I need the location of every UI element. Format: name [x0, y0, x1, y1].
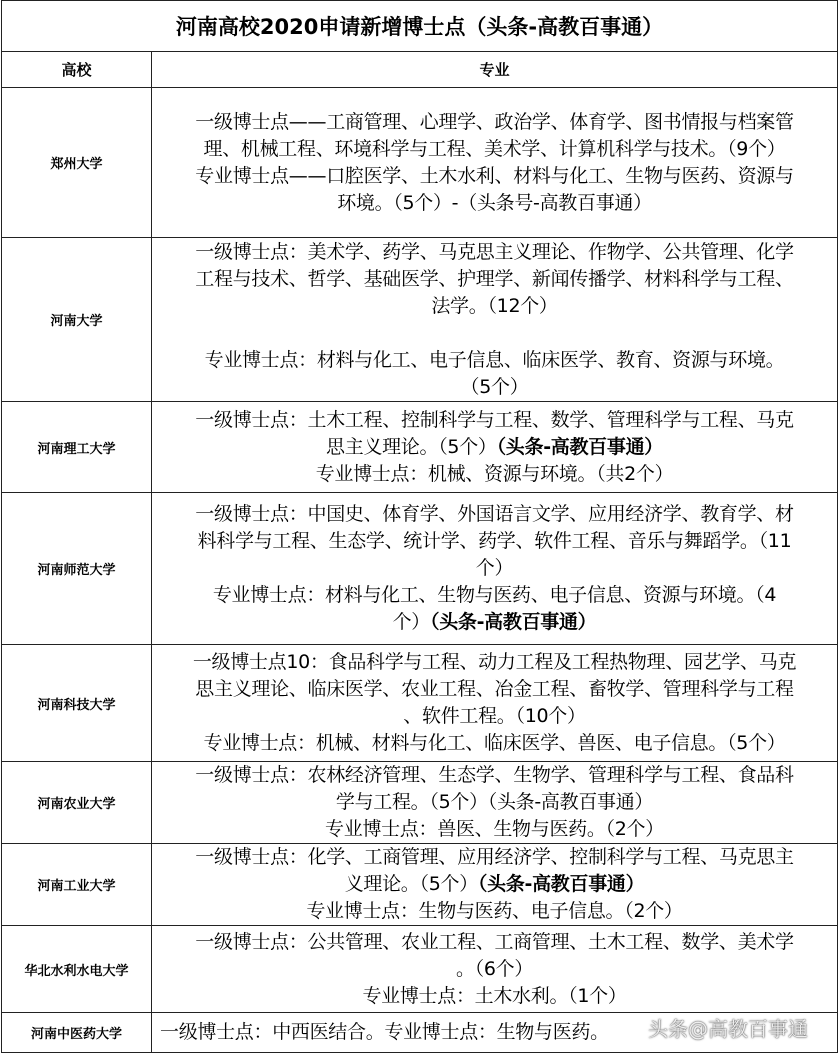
major-line: [152, 844, 837, 871]
table-row: [2, 844, 838, 926]
major-text: 专业博士点——口腔医学、土木水利、材料与化工、生物与医药、资源与: [195, 164, 794, 187]
major-line: [152, 956, 837, 983]
major-text: 环境。（5个）-（头条号-高教百事通）: [337, 191, 652, 214]
table-row: [2, 238, 838, 402]
major-text: 一级博士点——工商管理、心理学、政治学、体育学、图书情报与档案管: [195, 110, 794, 133]
major-text: 义理论。（5个）: [344, 873, 478, 895]
major-line: [152, 762, 837, 789]
table-row: [2, 493, 838, 645]
major-text: 思主义理论。（5个）: [326, 435, 497, 458]
major-line: [152, 609, 837, 636]
major-text: 法学。（12个）: [431, 294, 558, 317]
table-row: [2, 402, 838, 493]
major-list: [152, 402, 838, 493]
school-name: 河南中医药大学: [2, 1013, 152, 1053]
major-text: 个）: [392, 611, 430, 633]
major-list: [152, 844, 838, 926]
major-line: [152, 676, 837, 703]
major-line: [152, 649, 837, 676]
major-text: 一级博士点：中国史、体育学、外国语言文学、应用经济学、教育学、材: [195, 503, 794, 525]
school-name: 河南师范大学: [2, 493, 152, 645]
major-line: [152, 239, 837, 266]
major-list: [152, 493, 838, 645]
major-line: [152, 703, 837, 730]
major-text: 个）: [475, 557, 514, 579]
major-text: 专业博士点：生物与医药、电子信息。（2个）: [306, 900, 683, 922]
watermark: 头条@高教百事通: [648, 1017, 808, 1041]
major-text: 一级博士点：化学、工商管理、应用经济学、控制科学与工程、马克思主: [195, 846, 794, 868]
major-text: 一级博士点：美术学、药学、马克思主义理论、作物学、公共管理、化学: [195, 240, 794, 263]
header-school: 高校: [2, 52, 152, 88]
table-row: [2, 762, 838, 844]
major-text: 思主义理论、临床医学、农业工程、冶金工程、畜牧学、管理科学与工程: [195, 678, 794, 700]
source-tag: （头条-高教百事通）: [496, 435, 663, 458]
major-text: 料科学与工程、生态学、统计学、药学、软件工程、音乐与舞蹈学。（11: [197, 530, 792, 552]
major-text: 专业博士点：机械、材料与化工、临床医学、兽医、电子信息。（5个）: [203, 732, 786, 754]
major-line: [152, 190, 837, 217]
school-name: 郑州大学: [2, 88, 152, 238]
major-text: 一级博士点10：食品科学与工程、动力工程及工程热物理、园艺学、马克: [192, 651, 797, 673]
major-line: [152, 871, 837, 898]
table-row: [2, 926, 838, 1013]
major-line: [152, 816, 837, 843]
school-name: 河南大学: [2, 238, 152, 402]
major-text: 专业博士点：材料与化工、生物与医药、电子信息、资源与环境。（4: [212, 584, 777, 606]
major-line: [152, 461, 837, 488]
school-name: 华北水利水电大学: [2, 926, 152, 1013]
major-line: [152, 898, 837, 925]
major-list: [152, 238, 838, 402]
major-text: 一级博士点：公共管理、农业工程、工商管理、土木工程、数学、美术学: [195, 930, 794, 953]
major-line: [152, 434, 837, 461]
major-line: [152, 320, 837, 347]
major-list: [152, 762, 838, 844]
major-text: 工程与技术、哲学、基础医学、护理学、新闻传播学、材料科学与工程、: [195, 267, 794, 290]
source-tag: （头条-高教百事通）: [477, 873, 645, 895]
major-line: [152, 347, 837, 374]
major-text: 一级博士点：农林经济管理、生态学、生物学、管理科学与工程、食品科: [195, 764, 794, 786]
major-line: [152, 266, 837, 293]
school-name: 河南农业大学: [2, 762, 152, 844]
major-line: [152, 528, 837, 555]
major-line: [152, 501, 837, 528]
school-name: 河南科技大学: [2, 645, 152, 762]
table-title: 河南高校2020申请新增博士点（头条-高教百事通）: [2, 1, 838, 52]
major-line: [152, 109, 837, 136]
major-line: [152, 136, 837, 163]
major-line: [152, 929, 837, 956]
table-row: [2, 645, 838, 762]
table-row: [2, 88, 838, 238]
major-line: [152, 407, 837, 434]
major-line: [152, 293, 837, 320]
school-name: 河南工业大学: [2, 844, 152, 926]
doctoral-points-table: [1, 0, 838, 1053]
major-text: （5个）: [460, 375, 529, 398]
school-name: 河南理工大学: [2, 402, 152, 493]
major-line: [152, 789, 837, 816]
major-text: 专业博士点：土木水利。（1个）: [362, 984, 627, 1007]
major-text: 专业博士点：兽医、生物与医药。（2个）: [325, 818, 664, 840]
major-line: [152, 730, 837, 757]
header-major: 专业: [152, 52, 838, 88]
major-text: 理、机械工程、环境科学与工程、美术学、计算机科学与技术。（9个）: [203, 137, 786, 160]
major-text: 。（6个）: [455, 957, 534, 980]
major-text: 专业博士点：材料与化工、电子信息、临床医学、教育、资源与环境。: [204, 348, 785, 371]
major-list: [152, 645, 838, 762]
source-tag: （头条-高教百事通）: [430, 611, 597, 633]
major-text: 、软件工程。（10个）: [403, 705, 586, 727]
major-text: 一级博士点：中西医结合。专业博士点：生物与医药。: [160, 1021, 609, 1043]
major-list: [152, 88, 838, 238]
major-line: [152, 163, 837, 190]
major-line: [152, 555, 837, 582]
major-line: [152, 983, 837, 1010]
major-text: 学与工程。（5个）（头条-高教百事通）: [335, 791, 654, 813]
major-list: [152, 926, 838, 1013]
major-line: [152, 582, 837, 609]
major-text: 一级博士点：土木工程、控制科学与工程、数学、管理科学与工程、马克: [195, 408, 794, 431]
major-line: [152, 374, 837, 401]
major-text: 专业博士点：机械、资源与环境。（共2个）: [315, 462, 674, 485]
